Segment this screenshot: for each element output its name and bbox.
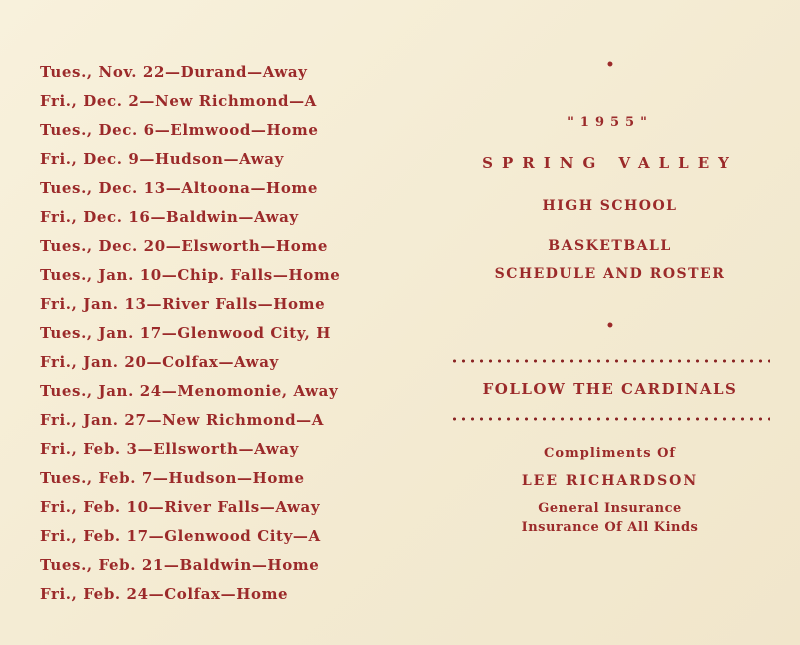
schedule-subtitle: SCHEDULE AND ROSTER [494, 266, 726, 282]
schedule-line: Tues., Jan. 24—Menomonie, Away [40, 382, 339, 400]
dotted-divider-bottom [450, 416, 770, 422]
sponsor-business: General Insurance [538, 501, 682, 516]
year-heading: "1955" [567, 115, 653, 130]
schedule-line: Fri., Jan. 27—New Richmond—A [40, 411, 324, 429]
schedule-line: Tues., Jan. 17—Glenwood City, H [40, 324, 332, 342]
schedule-line: Tues., Dec. 13—Altoona—Home [40, 179, 319, 197]
schedule-line: Tues., Nov. 22—Durand—Away [40, 63, 308, 81]
schedule-line: Fri., Feb. 10—River Falls—Away [40, 498, 321, 516]
sponsor-tagline: Insurance Of All Kinds [521, 520, 699, 535]
schedule-line: Fri., Dec. 16—Baldwin—Away [40, 208, 299, 226]
bullet-middle: • [605, 318, 615, 334]
schedule-line: Tues., Feb. 21—Baldwin—Home [40, 556, 320, 574]
compliments-text: Compliments Of [544, 446, 676, 461]
schedule-line: Fri., Feb. 3—Ellsworth—Away [40, 440, 299, 458]
schedule-list [40, 58, 420, 609]
school-type: HIGH SCHOOL [542, 198, 678, 214]
schedule-line: Fri., Dec. 9—Hudson—Away [40, 150, 284, 168]
schedule-line: Tues., Dec. 6—Elmwood—Home [40, 121, 319, 139]
schedule-line: Fri., Jan. 20—Colfax—Away [40, 353, 279, 371]
schedule-line: Tues., Feb. 7—Hudson—Home [40, 469, 305, 487]
follow-slogan: FOLLOW THE CARDINALS [482, 380, 738, 398]
cover-panel [440, 55, 780, 535]
school-name: SPRING VALLEY [482, 154, 738, 172]
schedule-line: Fri., Feb. 17—Glenwood City—A [40, 527, 321, 545]
bullet-top: • [605, 57, 615, 73]
schedule-line: Fri., Feb. 24—Colfax—Home [40, 585, 289, 603]
schedule-line: Fri., Dec. 2—New Richmond—A [40, 92, 317, 110]
schedule-line: Fri., Jan. 13—River Falls—Home [40, 295, 326, 313]
schedule-line: Tues., Dec. 20—Elsworth—Home [40, 237, 328, 255]
dotted-divider-top [450, 358, 770, 364]
sponsor-name: LEE RICHARDSON [521, 473, 699, 489]
sport-title: BASKETBALL [548, 238, 672, 254]
schedule-line: Tues., Jan. 10—Chip. Falls—Home [40, 266, 341, 284]
